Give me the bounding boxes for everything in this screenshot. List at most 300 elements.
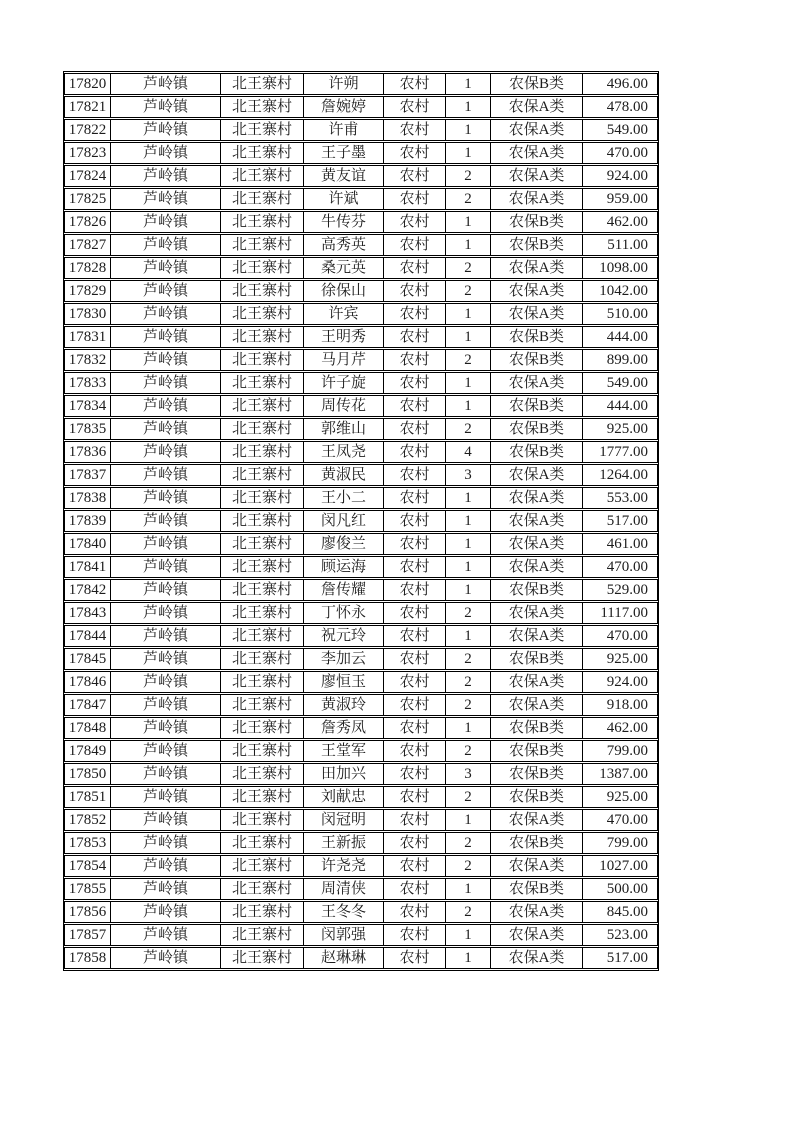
cell-serial-number: 17843: [64, 602, 110, 624]
cell-amount: 925.00: [582, 648, 658, 670]
cell-person-count: 2: [445, 832, 490, 854]
cell-person-count: 2: [445, 188, 490, 210]
cell-insurance-category: 农保A类: [490, 924, 582, 946]
cell-town: 芦岭镇: [110, 510, 220, 532]
cell-insurance-category: 农保A类: [490, 533, 582, 555]
cell-person-name: 许子旋: [303, 372, 383, 394]
cell-insurance-category: 农保A类: [490, 165, 582, 187]
cell-person-count: 1: [445, 96, 490, 118]
cell-insurance-category: 农保B类: [490, 832, 582, 854]
table-row: [64, 188, 658, 210]
cell-serial-number: 17831: [64, 326, 110, 348]
cell-residence-type: 农村: [383, 924, 445, 946]
cell-town: 芦岭镇: [110, 372, 220, 394]
cell-person-name: 丁怀永: [303, 602, 383, 624]
cell-insurance-category: 农保B类: [490, 717, 582, 739]
cell-village: 北王寨村: [220, 832, 303, 854]
cell-person-count: 1: [445, 924, 490, 946]
cell-insurance-category: 农保A类: [490, 464, 582, 486]
cell-insurance-category: 农保B类: [490, 234, 582, 256]
table-row: [64, 349, 658, 371]
cell-amount: 1777.00: [582, 441, 658, 463]
cell-village: 北王寨村: [220, 694, 303, 716]
cell-serial-number: 17839: [64, 510, 110, 532]
cell-amount: 1264.00: [582, 464, 658, 486]
cell-person-count: 2: [445, 165, 490, 187]
table-row: [64, 464, 658, 486]
table-row: [64, 671, 658, 693]
cell-insurance-category: 农保A类: [490, 901, 582, 923]
cell-insurance-category: 农保A类: [490, 119, 582, 141]
cell-serial-number: 17850: [64, 763, 110, 785]
cell-person-name: 徐保山: [303, 280, 383, 302]
cell-serial-number: 17846: [64, 671, 110, 693]
cell-serial-number: 17852: [64, 809, 110, 831]
cell-town: 芦岭镇: [110, 717, 220, 739]
cell-serial-number: 17854: [64, 855, 110, 877]
cell-insurance-category: 农保B类: [490, 73, 582, 95]
cell-insurance-category: 农保A类: [490, 694, 582, 716]
cell-insurance-category: 农保B类: [490, 441, 582, 463]
table-row: [64, 303, 658, 325]
cell-amount: 925.00: [582, 418, 658, 440]
cell-town: 芦岭镇: [110, 464, 220, 486]
cell-person-count: 2: [445, 602, 490, 624]
cell-person-count: 2: [445, 418, 490, 440]
cell-village: 北王寨村: [220, 510, 303, 532]
table-row: [64, 809, 658, 831]
cell-residence-type: 农村: [383, 418, 445, 440]
cell-residence-type: 农村: [383, 556, 445, 578]
cell-village: 北王寨村: [220, 947, 303, 969]
cell-person-count: 3: [445, 464, 490, 486]
cell-serial-number: 17826: [64, 211, 110, 233]
cell-person-count: 4: [445, 441, 490, 463]
cell-town: 芦岭镇: [110, 763, 220, 785]
table-row: [64, 763, 658, 785]
table-row: [64, 648, 658, 670]
cell-insurance-category: 农保A类: [490, 625, 582, 647]
cell-person-name: 牛传芬: [303, 211, 383, 233]
cell-person-count: 1: [445, 533, 490, 555]
cell-serial-number: 17844: [64, 625, 110, 647]
cell-amount: 845.00: [582, 901, 658, 923]
cell-person-name: 许朔: [303, 73, 383, 95]
table-row: [64, 165, 658, 187]
cell-village: 北王寨村: [220, 234, 303, 256]
table-row: [64, 142, 658, 164]
cell-town: 芦岭镇: [110, 625, 220, 647]
cell-village: 北王寨村: [220, 165, 303, 187]
table-row: [64, 602, 658, 624]
cell-amount: 517.00: [582, 510, 658, 532]
cell-village: 北王寨村: [220, 671, 303, 693]
cell-insurance-category: 农保B类: [490, 211, 582, 233]
cell-village: 北王寨村: [220, 625, 303, 647]
cell-village: 北王寨村: [220, 533, 303, 555]
cell-amount: 510.00: [582, 303, 658, 325]
cell-residence-type: 农村: [383, 579, 445, 601]
cell-insurance-category: 农保A类: [490, 809, 582, 831]
cell-insurance-category: 农保B类: [490, 326, 582, 348]
cell-amount: 1042.00: [582, 280, 658, 302]
cell-person-name: 田加兴: [303, 763, 383, 785]
cell-serial-number: 17835: [64, 418, 110, 440]
cell-insurance-category: 农保B类: [490, 579, 582, 601]
cell-insurance-category: 农保A类: [490, 487, 582, 509]
table-row: [64, 418, 658, 440]
cell-insurance-category: 农保A类: [490, 855, 582, 877]
cell-town: 芦岭镇: [110, 303, 220, 325]
cell-village: 北王寨村: [220, 349, 303, 371]
table-row: [64, 73, 658, 95]
cell-serial-number: 17853: [64, 832, 110, 854]
cell-insurance-category: 农保A类: [490, 303, 582, 325]
cell-residence-type: 农村: [383, 464, 445, 486]
cell-amount: 523.00: [582, 924, 658, 946]
cell-residence-type: 农村: [383, 786, 445, 808]
cell-person-name: 赵琳琳: [303, 947, 383, 969]
cell-serial-number: 17851: [64, 786, 110, 808]
cell-town: 芦岭镇: [110, 73, 220, 95]
cell-person-name: 高秀英: [303, 234, 383, 256]
cell-village: 北王寨村: [220, 372, 303, 394]
cell-person-count: 2: [445, 280, 490, 302]
table-row: [64, 211, 658, 233]
cell-person-count: 2: [445, 901, 490, 923]
table-row: [64, 372, 658, 394]
cell-village: 北王寨村: [220, 786, 303, 808]
table-row: [64, 556, 658, 578]
cell-serial-number: 17842: [64, 579, 110, 601]
cell-town: 芦岭镇: [110, 947, 220, 969]
cell-amount: 461.00: [582, 533, 658, 555]
cell-village: 北王寨村: [220, 326, 303, 348]
cell-serial-number: 17855: [64, 878, 110, 900]
cell-serial-number: 17821: [64, 96, 110, 118]
cell-village: 北王寨村: [220, 648, 303, 670]
cell-town: 芦岭镇: [110, 901, 220, 923]
cell-amount: 1387.00: [582, 763, 658, 785]
cell-insurance-category: 农保B类: [490, 418, 582, 440]
cell-person-name: 王冬冬: [303, 901, 383, 923]
cell-person-name: 王子墨: [303, 142, 383, 164]
cell-insurance-category: 农保A类: [490, 602, 582, 624]
cell-amount: 924.00: [582, 165, 658, 187]
table-row: [64, 740, 658, 762]
cell-residence-type: 农村: [383, 510, 445, 532]
cell-person-count: 1: [445, 234, 490, 256]
cell-insurance-category: 农保A类: [490, 142, 582, 164]
cell-person-count: 2: [445, 648, 490, 670]
cell-serial-number: 17858: [64, 947, 110, 969]
cell-village: 北王寨村: [220, 73, 303, 95]
table-body: [64, 73, 658, 969]
cell-village: 北王寨村: [220, 878, 303, 900]
cell-person-name: 周传花: [303, 395, 383, 417]
cell-residence-type: 农村: [383, 625, 445, 647]
cell-person-count: 1: [445, 326, 490, 348]
cell-person-name: 祝元玲: [303, 625, 383, 647]
cell-insurance-category: 农保A类: [490, 510, 582, 532]
cell-town: 芦岭镇: [110, 579, 220, 601]
cell-village: 北王寨村: [220, 717, 303, 739]
cell-person-count: 1: [445, 303, 490, 325]
table-row: [64, 326, 658, 348]
table-row: [64, 119, 658, 141]
cell-village: 北王寨村: [220, 119, 303, 141]
cell-insurance-category: 农保B类: [490, 763, 582, 785]
cell-amount: 799.00: [582, 832, 658, 854]
cell-residence-type: 农村: [383, 855, 445, 877]
cell-serial-number: 17834: [64, 395, 110, 417]
table-row: [64, 533, 658, 555]
cell-person-count: 1: [445, 579, 490, 601]
table-row: [64, 257, 658, 279]
cell-person-count: 2: [445, 257, 490, 279]
cell-person-count: 2: [445, 349, 490, 371]
cell-village: 北王寨村: [220, 303, 303, 325]
cell-village: 北王寨村: [220, 418, 303, 440]
cell-amount: 470.00: [582, 625, 658, 647]
cell-insurance-category: 农保A类: [490, 671, 582, 693]
table-row: [64, 510, 658, 532]
cell-serial-number: 17837: [64, 464, 110, 486]
cell-person-name: 王堂军: [303, 740, 383, 762]
cell-residence-type: 农村: [383, 809, 445, 831]
cell-town: 芦岭镇: [110, 832, 220, 854]
table-row: [64, 717, 658, 739]
cell-town: 芦岭镇: [110, 924, 220, 946]
cell-amount: 444.00: [582, 326, 658, 348]
cell-residence-type: 农村: [383, 763, 445, 785]
cell-insurance-category: 农保B类: [490, 740, 582, 762]
cell-town: 芦岭镇: [110, 395, 220, 417]
cell-amount: 899.00: [582, 349, 658, 371]
cell-person-name: 詹秀凤: [303, 717, 383, 739]
cell-amount: 1027.00: [582, 855, 658, 877]
cell-person-name: 周清侠: [303, 878, 383, 900]
cell-person-count: 2: [445, 671, 490, 693]
cell-village: 北王寨村: [220, 211, 303, 233]
cell-amount: 799.00: [582, 740, 658, 762]
cell-person-name: 詹传耀: [303, 579, 383, 601]
cell-insurance-category: 农保B类: [490, 349, 582, 371]
cell-amount: 549.00: [582, 119, 658, 141]
table-row: [64, 947, 658, 969]
cell-town: 芦岭镇: [110, 671, 220, 693]
cell-residence-type: 农村: [383, 280, 445, 302]
cell-insurance-category: 农保A类: [490, 188, 582, 210]
cell-insurance-category: 农保A类: [490, 257, 582, 279]
cell-residence-type: 农村: [383, 96, 445, 118]
cell-village: 北王寨村: [220, 257, 303, 279]
cell-person-count: 1: [445, 556, 490, 578]
table-row: [64, 855, 658, 877]
cell-residence-type: 农村: [383, 602, 445, 624]
cell-amount: 925.00: [582, 786, 658, 808]
cell-village: 北王寨村: [220, 464, 303, 486]
cell-amount: 511.00: [582, 234, 658, 256]
cell-person-name: 黄淑民: [303, 464, 383, 486]
cell-residence-type: 农村: [383, 947, 445, 969]
cell-amount: 470.00: [582, 809, 658, 831]
cell-person-count: 1: [445, 717, 490, 739]
cell-amount: 478.00: [582, 96, 658, 118]
cell-person-name: 许宾: [303, 303, 383, 325]
cell-residence-type: 农村: [383, 878, 445, 900]
cell-town: 芦岭镇: [110, 441, 220, 463]
cell-serial-number: 17830: [64, 303, 110, 325]
table-row: [64, 625, 658, 647]
cell-person-count: 1: [445, 625, 490, 647]
cell-amount: 470.00: [582, 142, 658, 164]
cell-village: 北王寨村: [220, 556, 303, 578]
table-row: [64, 924, 658, 946]
table-row: [64, 901, 658, 923]
table-row: [64, 395, 658, 417]
cell-person-name: 廖恒玉: [303, 671, 383, 693]
cell-person-name: 黄友谊: [303, 165, 383, 187]
cell-person-name: 李加云: [303, 648, 383, 670]
table-row: [64, 487, 658, 509]
cell-amount: 529.00: [582, 579, 658, 601]
cell-village: 北王寨村: [220, 740, 303, 762]
table-row: [64, 234, 658, 256]
cell-residence-type: 农村: [383, 832, 445, 854]
cell-town: 芦岭镇: [110, 234, 220, 256]
cell-serial-number: 17836: [64, 441, 110, 463]
cell-serial-number: 17847: [64, 694, 110, 716]
cell-person-count: 1: [445, 211, 490, 233]
cell-person-count: 1: [445, 878, 490, 900]
cell-town: 芦岭镇: [110, 855, 220, 877]
cell-residence-type: 农村: [383, 694, 445, 716]
cell-town: 芦岭镇: [110, 188, 220, 210]
cell-town: 芦岭镇: [110, 487, 220, 509]
cell-insurance-category: 农保B类: [490, 878, 582, 900]
cell-insurance-category: 农保A类: [490, 556, 582, 578]
cell-residence-type: 农村: [383, 303, 445, 325]
cell-amount: 470.00: [582, 556, 658, 578]
table-row: [64, 579, 658, 601]
cell-serial-number: 17841: [64, 556, 110, 578]
cell-person-name: 闵凡红: [303, 510, 383, 532]
cell-town: 芦岭镇: [110, 211, 220, 233]
cell-serial-number: 17845: [64, 648, 110, 670]
cell-residence-type: 农村: [383, 671, 445, 693]
cell-amount: 462.00: [582, 717, 658, 739]
cell-town: 芦岭镇: [110, 280, 220, 302]
cell-insurance-category: 农保A类: [490, 947, 582, 969]
cell-residence-type: 农村: [383, 901, 445, 923]
cell-village: 北王寨村: [220, 602, 303, 624]
cell-person-name: 廖俊兰: [303, 533, 383, 555]
table-row: [64, 878, 658, 900]
cell-insurance-category: 农保B类: [490, 395, 582, 417]
table-row: [64, 832, 658, 854]
cell-person-name: 许甫: [303, 119, 383, 141]
cell-serial-number: 17832: [64, 349, 110, 371]
cell-village: 北王寨村: [220, 395, 303, 417]
cell-person-name: 马月芹: [303, 349, 383, 371]
cell-village: 北王寨村: [220, 142, 303, 164]
cell-person-name: 詹婉婷: [303, 96, 383, 118]
cell-town: 芦岭镇: [110, 809, 220, 831]
cell-residence-type: 农村: [383, 73, 445, 95]
cell-town: 芦岭镇: [110, 349, 220, 371]
cell-insurance-category: 农保B类: [490, 786, 582, 808]
cell-person-count: 2: [445, 740, 490, 762]
cell-village: 北王寨村: [220, 901, 303, 923]
cell-person-count: 1: [445, 510, 490, 532]
cell-person-name: 王小二: [303, 487, 383, 509]
cell-residence-type: 农村: [383, 648, 445, 670]
cell-town: 芦岭镇: [110, 556, 220, 578]
cell-town: 芦岭镇: [110, 602, 220, 624]
cell-amount: 553.00: [582, 487, 658, 509]
cell-person-name: 许斌: [303, 188, 383, 210]
cell-person-name: 闵冠明: [303, 809, 383, 831]
cell-town: 芦岭镇: [110, 648, 220, 670]
cell-serial-number: 17820: [64, 73, 110, 95]
cell-village: 北王寨村: [220, 441, 303, 463]
cell-person-count: 1: [445, 947, 490, 969]
cell-residence-type: 农村: [383, 188, 445, 210]
cell-amount: 1098.00: [582, 257, 658, 279]
cell-village: 北王寨村: [220, 487, 303, 509]
cell-serial-number: 17822: [64, 119, 110, 141]
cell-person-name: 许尧尧: [303, 855, 383, 877]
cell-residence-type: 农村: [383, 257, 445, 279]
cell-amount: 924.00: [582, 671, 658, 693]
cell-town: 芦岭镇: [110, 740, 220, 762]
cell-residence-type: 农村: [383, 395, 445, 417]
cell-town: 芦岭镇: [110, 165, 220, 187]
cell-serial-number: 17838: [64, 487, 110, 509]
cell-person-name: 王明秀: [303, 326, 383, 348]
cell-person-count: 2: [445, 694, 490, 716]
cell-residence-type: 农村: [383, 372, 445, 394]
cell-village: 北王寨村: [220, 855, 303, 877]
cell-village: 北王寨村: [220, 96, 303, 118]
cell-village: 北王寨村: [220, 924, 303, 946]
cell-town: 芦岭镇: [110, 878, 220, 900]
cell-serial-number: 17829: [64, 280, 110, 302]
cell-amount: 918.00: [582, 694, 658, 716]
cell-town: 芦岭镇: [110, 119, 220, 141]
cell-amount: 500.00: [582, 878, 658, 900]
cell-person-count: 2: [445, 786, 490, 808]
cell-person-name: 郭维山: [303, 418, 383, 440]
cell-person-name: 王新振: [303, 832, 383, 854]
cell-town: 芦岭镇: [110, 418, 220, 440]
cell-insurance-category: 农保A类: [490, 372, 582, 394]
table-container: [63, 71, 659, 971]
cell-village: 北王寨村: [220, 188, 303, 210]
cell-village: 北王寨村: [220, 579, 303, 601]
cell-town: 芦岭镇: [110, 142, 220, 164]
cell-amount: 959.00: [582, 188, 658, 210]
cell-residence-type: 农村: [383, 165, 445, 187]
cell-village: 北王寨村: [220, 763, 303, 785]
cell-amount: 444.00: [582, 395, 658, 417]
cell-residence-type: 农村: [383, 211, 445, 233]
cell-serial-number: 17823: [64, 142, 110, 164]
cell-residence-type: 农村: [383, 326, 445, 348]
cell-serial-number: 17857: [64, 924, 110, 946]
cell-serial-number: 17849: [64, 740, 110, 762]
